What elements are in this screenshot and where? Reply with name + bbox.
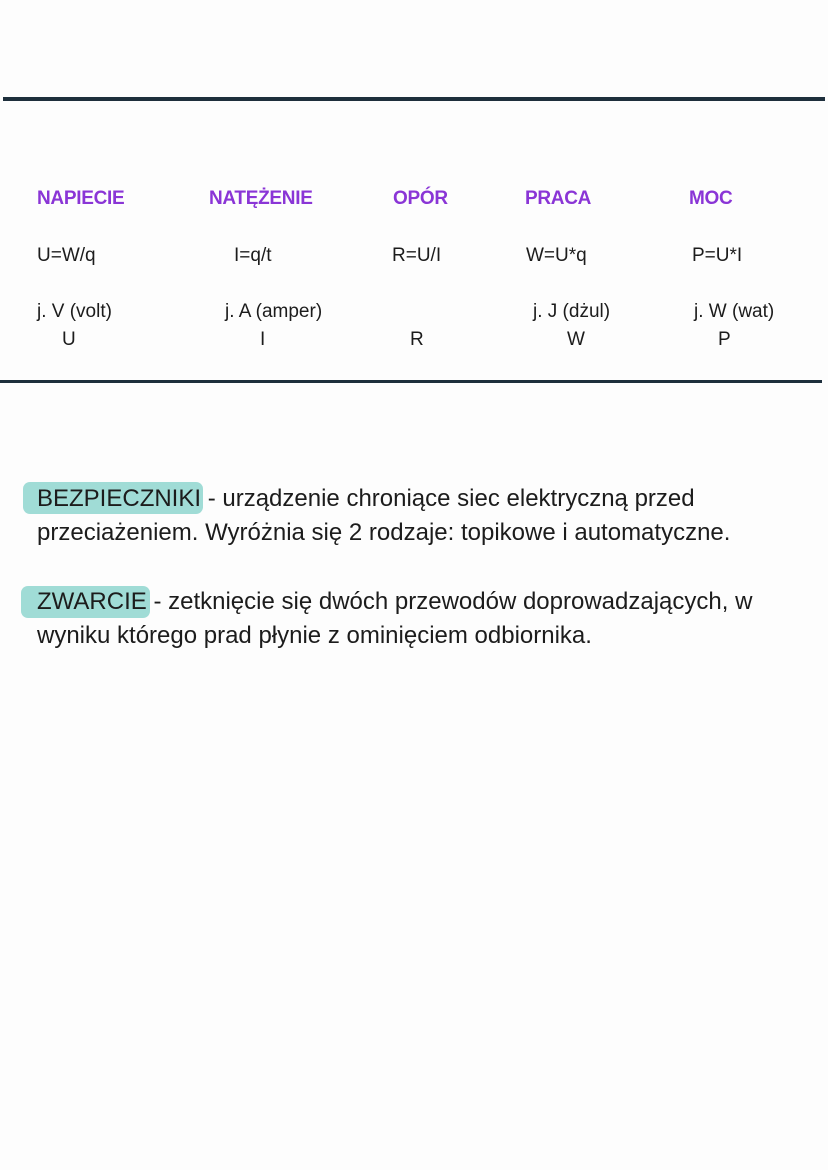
symbol-moc: P <box>718 329 731 350</box>
term-zwarcie: ZWARCIE <box>37 588 147 615</box>
header-moc: MOC <box>689 188 733 209</box>
symbol-natezenie: I <box>260 329 266 350</box>
term-bezpieczniki: BEZPIECZNIKI <box>37 485 202 512</box>
definition-zwarcie-line2: wyniku którego prad płynie z ominięciem odbiornika. <box>37 622 592 649</box>
top-divider <box>3 97 825 101</box>
definition-text: - urządzenie chroniące siec elektryczną przed <box>201 485 695 512</box>
definition-text: - zetknięcie się dwóch przewodów doprowadzających, w <box>146 588 753 615</box>
header-napiecie: NAPIECIE <box>37 188 125 209</box>
definition-bezpieczniki-line2: przeciażeniem. Wyróżnia się 2 rodzaje: topikowe i automatyczne. <box>37 519 731 546</box>
bottom-divider <box>0 380 822 383</box>
definition-zwarcie <box>37 585 752 619</box>
unit-napiecie: j. V (volt) <box>37 301 112 322</box>
header-opor: OPÓR <box>393 188 448 209</box>
formula-praca: W=U*q <box>526 245 587 266</box>
header-natezenie: NATĘŻENIE <box>209 188 313 209</box>
definition-bezpieczniki <box>37 482 695 516</box>
unit-moc: j. W (wat) <box>694 301 775 322</box>
unit-praca: j. J (dżul) <box>533 301 611 322</box>
formula-opor: R=U/I <box>392 245 442 266</box>
formula-napiecie: U=W/q <box>37 245 96 266</box>
symbol-napiecie: U <box>62 329 76 350</box>
formula-natezenie: I=q/t <box>234 245 272 266</box>
formula-moc: P=U*I <box>692 245 743 266</box>
header-praca: PRACA <box>525 188 592 209</box>
symbol-praca: W <box>567 329 585 350</box>
unit-natezenie: j. A (amper) <box>225 301 323 322</box>
symbol-opor: R <box>410 329 424 350</box>
